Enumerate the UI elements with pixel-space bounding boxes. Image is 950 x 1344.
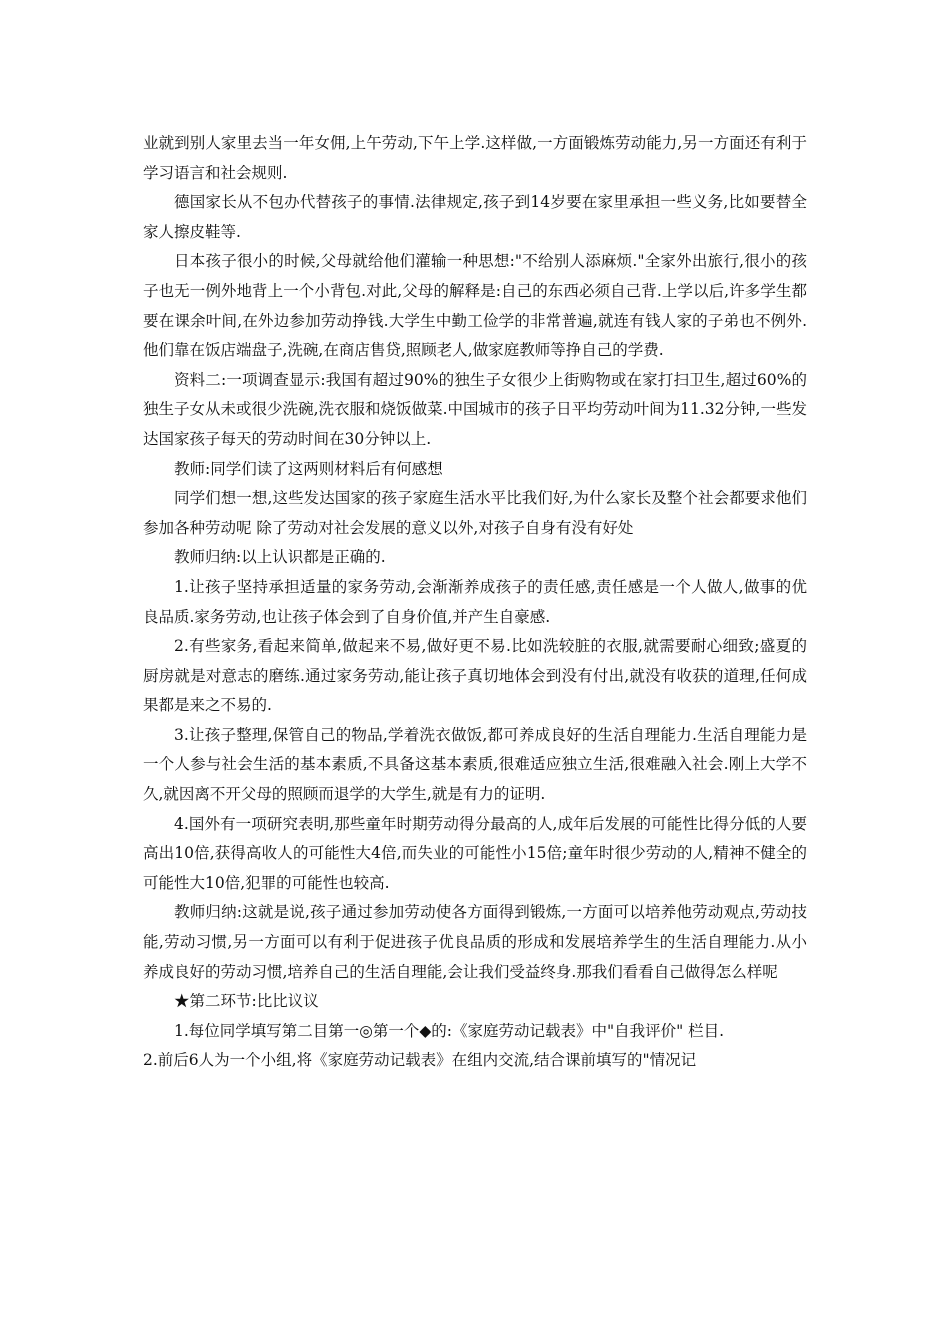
paragraph: 德国家长从不包办代替孩子的事情.法律规定,孩子到14岁要在家里承担一些义务,比如要替全家人擦皮鞋等. [143,193,807,241]
paragraph: 资料二:一项调查显示:我国有超过90%的独生子女很少上街购物或在家打扫卫生,超过60%的独生子女从未或很少洗碗,洗衣服和烧饭做菜.中国城市的孩子日平均劳动叶间为11.32分钟,一些发达国家孩子每天的劳动时间在30分钟以上. [143,370,807,448]
paragraph: 教师归纳:以上认识都是正确的. [174,548,386,567]
paragraph: 4.国外有一项研究表明,那些童年时期劳动得分最高的人,成年后发展的可能性比得分低的人要高出10倍,获得高收人的可能性大4倍,而失业的可能性小15倍;童年时很少劳动的人,精神不健全的可能性大10倍,犯罪的可能性也较高. [143,814,807,892]
paragraph: 3.让孩子整理,保管自己的物品,学着洗衣做饭,都可养成良好的生活自理能力.生活自理能力是一个人参与社会生活的基本素质,不具备这基本素质,很难适应独立生活,很难融入社会.刚上大学不久,就因离不开父母的照顾而退学的大学生,就是有力的证明. [143,725,807,804]
document-body [143,129,807,1076]
paragraph: 教师归纳:这就是说,孩子通过参加劳动使各方面得到锻炼,一方面可以培养他劳动观点,劳动技能,劳动习惯,另一方面可以有利于促进孩子优良品质的形成和发展培养学生的生活自理能力.从小养成良好的劳动习惯,培养自己的生活自理能,会让我们受益终身.那我们看看自己做得怎么样呢 [143,903,807,981]
paragraph: 业就到别人家里去当一年女佣,上午劳动,下午上学.这样做,一方面锻炼劳动能力,另一方面还有利于学习语言和社会规则. [143,134,807,182]
paragraph: 日本孩子很小的时候,父母就给他们灌输一种思想:"不给别人添麻烦."全家外出旅行,很小的孩子也无一例外地背上一个小背包.对此,父母的解释是:自己的东西必须自己背.上学以后,许多学生都要在课余叶间,在外边参加劳动挣钱.大学生中勤工俭学的非常普遍,就连有钱人家的子弟也不例外.他们靠在饭店端盘子,洗碗,在商店售贷,照顾老人,做家庭教师等挣自己的学费. [143,252,807,360]
paragraph: 教师:同学们读了这两则材料后有何感想 [174,459,443,478]
paragraph: 2.有些家务,看起来简单,做起来不易,做好更不易.比如洗较脏的衣服,就需要耐心细致;盛夏的厨房就是对意志的磨练.通过家务劳动,能让孩子真切地体会到没有付出,就没有收获的道理,任何成果都是来之不易的. [143,637,807,715]
list-item: 1.每位同学填写第二目第一◎第一个◆的:《家庭劳动记载表》中"自我评价" 栏目. [174,1021,725,1040]
paragraph: 1.让孩子坚持承担适量的家务劳动,会渐渐养成孩子的责任感,责任感是一个人做人,做事的优良品质.家务劳动,也让孩子体会到了自身价值,并产生自豪感. [143,577,807,626]
paragraph: 同学们想一想,这些发达国家的孩子家庭生活水平比我们好,为什么家长及整个社会都要求他们参加各种劳动呢 除了劳动对社会发展的意义以外,对孩子自身有没有好处 [143,489,807,537]
section-heading: ★第二环节:比比议议 [174,992,319,1011]
list-item: 2.前后6人为一个小组,将《家庭劳动记载表》在组内交流,结合课前填写的"情况记 [143,1051,697,1070]
